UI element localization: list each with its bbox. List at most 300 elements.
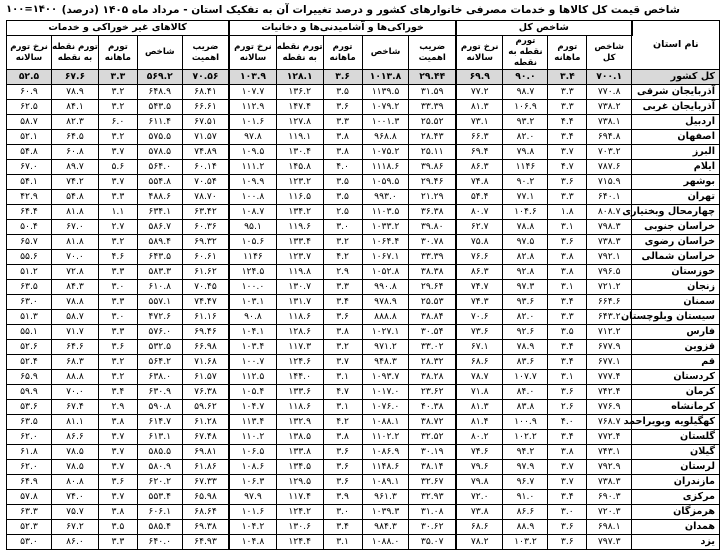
table-cell: ۳۳.۳۹: [409, 250, 456, 265]
table-cell: ۱۰۴.۱: [229, 325, 276, 340]
table-cell: ۳.۳: [98, 265, 137, 280]
table-cell: ۳۰.۵۴: [409, 325, 456, 340]
table-cell: ۸۲.۰: [503, 310, 548, 325]
table-cell: ۳.۸: [323, 430, 362, 445]
table-cell: ۳.۳: [323, 280, 362, 295]
table-cell: ۳۵.۰۷: [409, 535, 456, 550]
table-cell: ۳۲.۵۲: [409, 430, 456, 445]
table-cell: ۳.۶: [548, 385, 587, 400]
table-cell: ۶۱۴.۷: [137, 415, 182, 430]
table-cell: ۷۰۳.۲: [587, 145, 632, 160]
province-name: کرمانشاه: [632, 400, 720, 415]
table-cell: ۸۶.۶: [52, 430, 99, 445]
table-cell: ۳.۳: [98, 535, 137, 550]
table-cell: ۱۱۸.۶: [276, 400, 323, 415]
table-cell: ۶۷۷.۱: [587, 355, 632, 370]
province-name: گلستان: [632, 430, 720, 445]
table-cell: ۴.۴: [548, 115, 587, 130]
table-cell: ۳.۸: [323, 325, 362, 340]
province-name: آذربایجان شرقی: [632, 85, 720, 100]
table-cell: ۷۴.۷: [456, 280, 503, 295]
table-cell: ۷۷۷.۴: [587, 370, 632, 385]
table-cell: ۶۴.۵: [52, 130, 99, 145]
table-cell: ۶۳۰.۹: [137, 385, 182, 400]
table-cell: ۸۲.۰: [503, 130, 548, 145]
table-cell: ۹۷۸.۹: [362, 295, 409, 310]
province-name: خراسان جنوبی: [632, 220, 720, 235]
title-bar: [0, 0, 720, 20]
table-row: [7, 325, 720, 340]
table-cell: ۳.۶: [323, 445, 362, 460]
table-cell: ۵۳.۰: [7, 535, 52, 550]
table-cell: ۱۰۷.۷: [229, 85, 276, 100]
table-cell: ۷۴.۲: [52, 175, 99, 190]
col-header: تورم نقطه به نقطه: [503, 36, 548, 70]
table-cell: ۶۳.۰: [7, 295, 52, 310]
table-cell: ۳.۶: [323, 460, 362, 475]
table-cell: ۱۰۶۷.۱: [362, 250, 409, 265]
table-cell: ۱۳۱.۷: [276, 295, 323, 310]
table-cell: ۵۱.۳: [7, 310, 52, 325]
table-cell: ۸۰.۷: [456, 205, 503, 220]
table-cell: ۷۷۰.۸: [587, 85, 632, 100]
table-cell: ۳.۱: [323, 535, 362, 550]
table-cell: ۱۰۱۷.۰: [362, 385, 409, 400]
group-total-header: شاخص کل: [456, 21, 632, 36]
province-header: نام استان: [632, 21, 720, 70]
table-cell: ۸۱.۸: [52, 235, 99, 250]
table-cell: ۳.۴: [323, 295, 362, 310]
table-cell: ۱۰۷۶.۰: [362, 400, 409, 415]
table-cell: ۷۲.۰: [456, 490, 503, 505]
table-cell: ۹۷.۹: [229, 490, 276, 505]
table-cell: ۷۰۰.۱: [587, 70, 632, 85]
table-cell: ۱۲۹.۵: [276, 475, 323, 490]
table-row: [7, 250, 720, 265]
col-header: تورم نقطه به نقطه: [276, 36, 323, 70]
table-cell: ۹۲.۶: [503, 325, 548, 340]
table-cell: ۹۰.۰: [503, 70, 548, 85]
table-cell: ۸۴.۳: [52, 280, 99, 295]
table-cell: ۱۳۴.۵: [276, 460, 323, 475]
table-cell: ۹۲.۸: [503, 265, 548, 280]
table-cell: ۳.۶: [548, 235, 587, 250]
table-cell: ۶۱۰.۸: [137, 280, 182, 295]
table-cell: ۳.۷: [98, 430, 137, 445]
table-row: [7, 385, 720, 400]
table-cell: ۱۲۴.۲: [276, 505, 323, 520]
col-header: ضریب اهمیت: [409, 36, 456, 70]
table-cell: ۶۰.۶۱: [182, 250, 229, 265]
table-cell: ۸۲.۳: [52, 115, 99, 130]
col-header: شاخص: [362, 36, 409, 70]
table-cell: ۳.۸: [323, 145, 362, 160]
table-cell: ۶۶.۶۱: [182, 100, 229, 115]
table-cell: ۱۰۶.۳: [229, 475, 276, 490]
table-cell: ۱۱۹.۱: [276, 130, 323, 145]
table-row: [7, 160, 720, 175]
table-cell: ۷۰.۵۴: [182, 175, 229, 190]
table-cell: ۱۰۱۳.۸: [362, 70, 409, 85]
province-name: گیلان: [632, 445, 720, 460]
table-cell: ۵۵۷.۱: [137, 295, 182, 310]
table-cell: ۱۰۸۸.۱: [362, 415, 409, 430]
table-cell: ۷۱.۵۷: [182, 130, 229, 145]
table-cell: ۲.۹: [323, 265, 362, 280]
table-cell: ۲.۵: [323, 205, 362, 220]
table-cell: ۷۹.۸: [456, 475, 503, 490]
table-cell: ۷۲۰.۳: [587, 505, 632, 520]
table-cell: ۹۹۰.۸: [362, 280, 409, 295]
table-cell: ۴.۷: [323, 385, 362, 400]
table-cell: ۱۲۳.۲: [276, 175, 323, 190]
table-cell: ۷۶.۳۸: [182, 385, 229, 400]
table-cell: ۴.۶: [98, 250, 137, 265]
table-cell: ۷۸.۹: [52, 85, 99, 100]
table-cell: ۱۰۳.۴: [229, 340, 276, 355]
table-row: [7, 115, 720, 130]
table-cell: ۸۳.۶: [503, 355, 548, 370]
table-cell: ۶۵.۹: [7, 370, 52, 385]
table-cell: ۶۳.۵: [7, 280, 52, 295]
table-cell: ۶۴۳.۲: [587, 310, 632, 325]
table-cell: ۳۳.۳۹: [409, 100, 456, 115]
col-header: نرخ تورم سالانه: [456, 36, 503, 70]
table-cell: ۹۵.۱: [229, 220, 276, 235]
table-cell: ۶۷.۴: [52, 400, 99, 415]
table-cell: ۷۳.۸: [456, 505, 503, 520]
table-cell: ۶۹۴.۸: [587, 130, 632, 145]
table-cell: ۶۱.۵۷: [182, 370, 229, 385]
table-row: [7, 490, 720, 505]
table-cell: ۳.۶: [548, 535, 587, 550]
table-cell: ۹۷.۵: [503, 235, 548, 250]
table-cell: ۳.۲: [323, 340, 362, 355]
table-cell: ۱۲۴.۶: [276, 355, 323, 370]
table-cell: ۳.۲: [98, 235, 137, 250]
table-cell: ۵۲.۶: [7, 340, 52, 355]
table-cell: ۱۰۸۹.۱: [362, 475, 409, 490]
table-cell: ۳۸.۱۴: [409, 460, 456, 475]
table-cell: ۷۱۲.۲: [587, 325, 632, 340]
table-cell: ۴.۰: [323, 160, 362, 175]
table-cell: ۷۷۲.۴: [587, 430, 632, 445]
table-cell: ۶۹.۳۲: [182, 235, 229, 250]
table-cell: ۱۱۴۶: [229, 250, 276, 265]
table-cell: ۳۰.۱۹: [409, 445, 456, 460]
table-cell: ۳.۲: [98, 130, 137, 145]
table-cell: ۱.۸: [548, 205, 587, 220]
table-cell: ۹۰.۲: [503, 175, 548, 190]
table-cell: ۳.۶: [98, 340, 137, 355]
province-name: ایلام: [632, 160, 720, 175]
table-cell: ۶۷.۰: [7, 160, 52, 175]
table-cell: ۱۱۰.۲: [229, 430, 276, 445]
table-cell: ۴۲.۹: [7, 190, 52, 205]
table-cell: ۶۷.۱: [456, 340, 503, 355]
table-cell: ۱۳۳.۴: [276, 235, 323, 250]
table-cell: ۶۴.۹: [7, 475, 52, 490]
table-row: [7, 445, 720, 460]
table-cell: ۳.۶: [548, 175, 587, 190]
table-cell: ۳.۴: [548, 340, 587, 355]
table-cell: ۱۱۲.۵: [229, 370, 276, 385]
table-cell: ۱۰۳.۱: [229, 295, 276, 310]
table-cell: ۴۷۲.۶: [137, 310, 182, 325]
col-header: شاخص کل: [587, 36, 632, 70]
table-cell: ۷۸.۵: [52, 445, 99, 460]
table-cell: ۳.۰: [98, 310, 137, 325]
table-cell: ۳.۰: [323, 505, 362, 520]
table-row: [7, 460, 720, 475]
group-nonfood-header: کالاهای غیر خوراکی و خدمات: [7, 21, 230, 36]
table-cell: ۱۱۷.۴: [276, 490, 323, 505]
table-cell: ۳.۳: [98, 190, 137, 205]
province-name: کهگیلویه وبویراحمد: [632, 415, 720, 430]
table-cell: ۹۴.۲: [503, 445, 548, 460]
table-cell: ۳.۴: [548, 490, 587, 505]
table-cell: ۷۳۸.۳: [587, 235, 632, 250]
table-cell: ۶۵.۹۸: [182, 490, 229, 505]
table-cell: ۳.۸: [548, 445, 587, 460]
table-cell: ۱۰۱.۶: [229, 115, 276, 130]
table-cell: ۱۰۰.۸: [229, 190, 276, 205]
table-cell: ۳.۷: [98, 490, 137, 505]
table-cell: ۷۵.۷: [52, 505, 99, 520]
table-cell: ۹۸۴.۳: [362, 520, 409, 535]
table-cell: ۷۸.۸: [503, 220, 548, 235]
table-cell: ۴.۰: [548, 415, 587, 430]
table-cell: ۶۹.۳۸: [182, 520, 229, 535]
table-cell: ۹۴۸.۳: [362, 355, 409, 370]
table-cell: ۳۹.۸۶: [409, 160, 456, 175]
table-cell: ۳.۴: [323, 520, 362, 535]
table-cell: ۳.۸: [548, 265, 587, 280]
table-cell: ۷۹۲.۱: [587, 250, 632, 265]
table-cell: ۲۸.۳۲: [409, 355, 456, 370]
table-cell: ۱۰۳۳.۲: [362, 220, 409, 235]
table-cell: ۵۵۳.۴: [137, 490, 182, 505]
table-cell: ۹۹۳.۰: [362, 190, 409, 205]
table-cell: ۱۲۷.۸: [276, 115, 323, 130]
province-name: چهارمحال وبختیاری: [632, 205, 720, 220]
inflation-table: [6, 20, 720, 550]
table-body: [7, 70, 720, 550]
table-row: [7, 85, 720, 100]
table-cell: ۱۲۴.۵: [229, 265, 276, 280]
table-cell: ۷۸.۹: [503, 340, 548, 355]
table-cell: ۷۳.۱: [456, 115, 503, 130]
table-cell: ۱۱۹.۶: [276, 220, 323, 235]
table-cell: ۳.۶: [548, 520, 587, 535]
table-cell: ۳.۱: [323, 400, 362, 415]
table-cell: ۵۲.۵: [7, 70, 52, 85]
table-cell: ۲۱.۲۹: [409, 190, 456, 205]
table-cell: ۷۹۶.۵: [587, 265, 632, 280]
table-cell: ۶۸.۳: [52, 355, 99, 370]
table-cell: ۳.۳: [548, 85, 587, 100]
table-cell: ۱۱۰۲.۲: [362, 430, 409, 445]
province-name: فارس: [632, 325, 720, 340]
table-row: [7, 190, 720, 205]
table-row: [7, 430, 720, 445]
table-cell: ۵۹۰.۸: [137, 400, 182, 415]
table-cell: ۳۸.۲۸: [409, 370, 456, 385]
table-cell: ۳.۷: [98, 145, 137, 160]
table-cell: ۳.۱: [548, 280, 587, 295]
table-cell: ۷۸۷.۶: [587, 160, 632, 175]
table-cell: ۸۸۸.۸: [362, 310, 409, 325]
col-header: نرخ تورم سالانه: [7, 36, 52, 70]
province-name: قم: [632, 355, 720, 370]
group-food-header: خوراکی‌ها و آشامیدنی‌ها و دخانیات: [229, 21, 456, 36]
table-cell: ۷۹۷.۳: [587, 535, 632, 550]
table-cell: ۲۳.۶۲: [409, 385, 456, 400]
table-cell: ۵۹.۶۲: [182, 400, 229, 415]
table-cell: ۸۰.۲: [456, 430, 503, 445]
table-cell: ۳.۸: [98, 415, 137, 430]
table-cell: ۸۶.۰: [52, 535, 99, 550]
table-cell: ۳.۴: [548, 70, 587, 85]
table-cell: ۶۱.۲۸: [182, 415, 229, 430]
table-cell: ۶۰.۹: [7, 85, 52, 100]
table-row: [7, 310, 720, 325]
table-cell: ۵۵.۶: [7, 250, 52, 265]
table-cell: ۲۵.۱۱: [409, 145, 456, 160]
table-cell: ۶۷.۵۱: [182, 115, 229, 130]
province-name: لرستان: [632, 460, 720, 475]
table-cell: ۱۳۲.۹: [276, 415, 323, 430]
table-cell: ۲۵.۵۲: [409, 115, 456, 130]
table-cell: ۳.۳: [98, 325, 137, 340]
table-cell: ۷۷۶.۹: [587, 400, 632, 415]
table-cell: ۷۸.۲: [456, 535, 503, 550]
table-cell: ۱۰۹.۹: [229, 175, 276, 190]
table-cell: ۷۴.۸۹: [182, 145, 229, 160]
table-cell: ۳.۶: [323, 475, 362, 490]
col-header: نرخ تورم سالانه: [229, 36, 276, 70]
table-cell: ۳.۶: [98, 475, 137, 490]
table-cell: ۱.۱: [98, 205, 137, 220]
table-cell: ۳.۱: [548, 370, 587, 385]
table-cell: ۱۰۵۲.۸: [362, 265, 409, 280]
table-cell: ۳.۰: [323, 220, 362, 235]
table-cell: ۲.۹: [98, 400, 137, 415]
table-cell: ۸۱.۸: [52, 205, 99, 220]
table-cell: ۱۳۸.۵: [276, 430, 323, 445]
province-name: مرکزی: [632, 490, 720, 505]
province-name: سمنان: [632, 295, 720, 310]
table-cell: ۷۴۲.۴: [587, 385, 632, 400]
table-cell: ۷۰.۰: [52, 385, 99, 400]
table-cell: ۶۷.۰: [52, 220, 99, 235]
table-row: [7, 520, 720, 535]
table-cell: ۱۳۶.۲: [276, 85, 323, 100]
table-cell: ۵۴.۱: [7, 175, 52, 190]
table-cell: ۶۸.۶۴: [182, 505, 229, 520]
table-cell: ۸۰۸.۷: [587, 205, 632, 220]
table-cell: ۵۸۶.۷: [137, 220, 182, 235]
table-cell: ۴۰.۳۸: [409, 400, 456, 415]
table-cell: ۱۱۲.۹: [229, 100, 276, 115]
col-header: ضریب اهمیت: [182, 36, 229, 70]
table-cell: ۱۱۸.۶: [276, 310, 323, 325]
table-cell: ۷۴.۰: [52, 490, 99, 505]
table-cell: ۶۷.۳۳: [182, 475, 229, 490]
table-cell: ۶۷.۴۸: [182, 430, 229, 445]
table-cell: ۵۲.۱: [7, 130, 52, 145]
table-cell: ۱۳۰.۷: [276, 280, 323, 295]
table-cell: ۱۱۷.۳: [276, 340, 323, 355]
table-cell: ۱۰۷۹.۲: [362, 100, 409, 115]
table-cell: ۳.۱: [548, 220, 587, 235]
table-cell: ۶۶.۹۸: [182, 340, 229, 355]
table-cell: ۴.۲: [323, 415, 362, 430]
table-cell: ۵۶۴.۲: [137, 355, 182, 370]
table-cell: ۱۱۱.۲: [229, 160, 276, 175]
table-cell: ۷۴.۸: [456, 175, 503, 190]
table-cell: ۳.۴: [548, 130, 587, 145]
table-row: [7, 265, 720, 280]
table-cell: ۱۰۴.۸: [229, 535, 276, 550]
table-cell: ۱۰۶.۹: [503, 100, 548, 115]
table-cell: ۱۱۴۸.۶: [362, 460, 409, 475]
table-cell: ۶۷۷.۹: [587, 340, 632, 355]
table-cell: ۶۲.۰: [7, 430, 52, 445]
table-cell: ۶۴.۴: [7, 205, 52, 220]
table-cell: ۵۴۳.۵: [137, 100, 182, 115]
table-cell: ۶۹۸.۱: [587, 520, 632, 535]
table-cell: ۲۹.۴۶: [409, 175, 456, 190]
province-name: مازندران: [632, 475, 720, 490]
table-cell: ۶۲.۰: [7, 460, 52, 475]
table-cell: ۹۱.۰: [503, 490, 548, 505]
table-cell: ۱۰۸۶.۹: [362, 445, 409, 460]
table-cell: ۳.۰: [98, 280, 137, 295]
table-cell: ۶۴۰.۱: [587, 190, 632, 205]
table-cell: ۷۷.۱: [503, 190, 548, 205]
table-cell: ۷۴۳.۱: [587, 445, 632, 460]
table-cell: ۷۷.۲: [456, 85, 503, 100]
table-cell: ۲.۷: [98, 220, 137, 235]
table-cell: ۶۳.۴۲: [182, 205, 229, 220]
table-row: [7, 535, 720, 550]
province-name: اصفهان: [632, 130, 720, 145]
table-cell: ۳.۳: [98, 295, 137, 310]
table-cell: ۳.۴: [548, 355, 587, 370]
table-cell: ۳.۳: [548, 310, 587, 325]
province-name: خوزستان: [632, 265, 720, 280]
table-cell: ۱۰۳.۹: [229, 70, 276, 85]
table-cell: ۳.۳: [98, 70, 137, 85]
table-cell: ۳.۲: [98, 85, 137, 100]
table-cell: ۱۱۹.۸: [276, 265, 323, 280]
province-name: زنجان: [632, 280, 720, 295]
table-cell: ۶۸.۶: [456, 355, 503, 370]
base-year-note: ۱۴۰۰=۱۰۰: [6, 4, 58, 15]
table-cell: ۱۰۵.۶: [229, 235, 276, 250]
table-cell: ۵۸۰.۹: [137, 460, 182, 475]
table-cell: ۶.۰: [98, 115, 137, 130]
table-cell: ۱۰۸.۷: [229, 205, 276, 220]
table-cell: ۸۶.۳: [456, 265, 503, 280]
table-cell: ۶۳.۳: [7, 505, 52, 520]
table-cell: ۶۹۰.۳: [587, 490, 632, 505]
table-cell: ۱۳۳.۶: [276, 385, 323, 400]
table-cell: ۸۱.۳: [456, 100, 503, 115]
table-cell: ۵۵۴.۸: [137, 175, 182, 190]
table-cell: ۸۸.۸: [52, 370, 99, 385]
